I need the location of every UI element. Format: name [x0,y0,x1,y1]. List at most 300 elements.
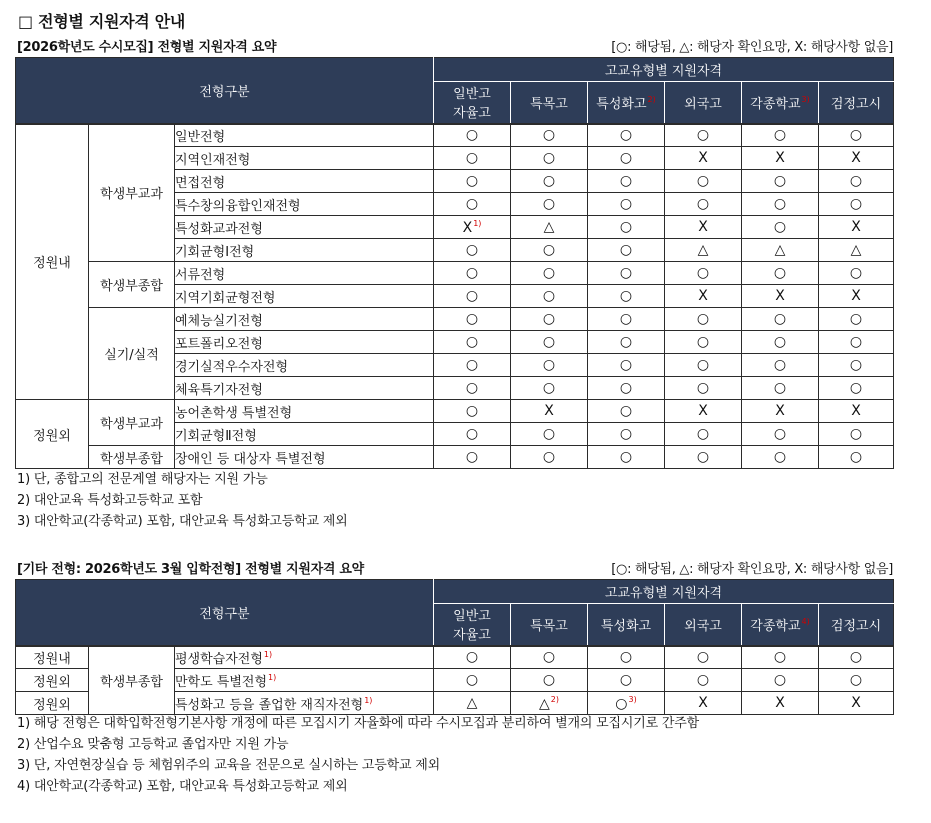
eligibility-mark [819,262,894,285]
page-title: □ 전형별 지원자격 안내 [18,12,186,31]
eligibility-mark [434,400,511,423]
mark-symbol: ○ [696,311,710,327]
mark-symbol: X [775,150,785,166]
mark-symbol: ○ [696,265,710,281]
footnote: 1) 단, 종합고의 전문계열 해당자는 지원 가능 [17,472,268,487]
eligibility-mark [665,400,742,423]
column-header [742,604,819,646]
eligibility-mark [588,646,665,669]
eligibility-mark [434,692,511,715]
admission-category: 학생부종합 [89,446,175,469]
admission-type-name: 경기실적우수자전형 [175,354,434,377]
column-header-label: 각종학교 [750,618,801,634]
column-header-label: 특성화고 [596,96,647,112]
eligibility-mark [588,331,665,354]
mark-symbol: ○ [773,265,787,281]
admission-type-label: 평생학습자전형 [175,651,263,667]
mark-symbol: ○ [465,196,479,212]
eligibility-mark [511,331,588,354]
footnote-mark: 2) [550,694,559,704]
eligibility-mark [742,646,819,669]
section2-title: [기타 전형: 2026학년도 3월 입학전형] 전형별 지원자격 요약 [17,562,364,577]
eligibility-mark [588,285,665,308]
footnote-mark: 3) [628,694,637,704]
mark-symbol: ○ [696,426,710,442]
mark-symbol: ○ [542,242,556,258]
mark-symbol: ○ [542,265,556,281]
eligibility-mark [742,170,819,193]
mark-symbol: ○ [619,265,633,281]
eligibility-mark [742,308,819,331]
section1-table [15,57,894,469]
eligibility-mark [665,377,742,400]
mark-symbol: ○ [619,426,633,442]
mark-symbol: ○ [465,403,479,419]
eligibility-mark [434,423,511,446]
mark-symbol: ○ [542,334,556,350]
mark-symbol: ○ [773,219,787,235]
eligibility-mark [511,669,588,692]
footnote: 3) 단, 자연현장실습 등 체험위주의 교육을 전문으로 실시하는 고등학교 제외 [17,758,441,773]
eligibility-mark [742,193,819,216]
mark-symbol: ○ [465,242,479,258]
mark-symbol: ○ [619,173,633,189]
eligibility-mark [511,423,588,446]
eligibility-mark [511,400,588,423]
mark-symbol: ○ [542,288,556,304]
admission-type-name: 특수창의융합인재전형 [175,193,434,216]
eligibility-mark [588,354,665,377]
eligibility-mark [511,262,588,285]
mark-symbol: ○ [465,672,479,688]
mark-symbol: ○ [773,334,787,350]
eligibility-mark [588,147,665,170]
mark-symbol: X [698,150,708,166]
column-header-label: 일반고 [453,609,491,625]
mark-symbol: ○ [773,311,787,327]
admission-category: 학생부종합 [89,646,175,715]
mark-symbol: ○ [696,173,710,189]
section2-legend: [○: 해당됨, △: 해당자 확인요망, X: 해당사항 없음] [611,562,893,577]
mark-symbol: ○ [619,357,633,373]
admission-type-name: 예체능실기전형 [175,308,434,331]
mark-symbol: ○ [696,196,710,212]
mark-symbol: ○ [542,311,556,327]
mark-symbol: ○ [696,357,710,373]
eligibility-mark [819,193,894,216]
mark-symbol: ○ [619,196,633,212]
eligibility-mark [588,193,665,216]
mark-symbol: ○ [542,357,556,373]
footnote-mark: 4) [801,616,810,626]
mark-symbol: ○ [542,380,556,396]
eligibility-mark [434,170,511,193]
eligibility-mark [665,646,742,669]
footnote: 2) 산업수요 맞춤형 고등학교 졸업자만 지원 가능 [17,737,289,752]
admission-category: 학생부종합 [89,262,175,308]
eligibility-mark [434,262,511,285]
mark-symbol: ○ [849,449,863,465]
header-category: 전형구분 [16,58,434,124]
eligibility-mark [434,354,511,377]
eligibility-mark [588,216,665,239]
mark-symbol: △ [466,695,478,711]
eligibility-mark [588,308,665,331]
eligibility-mark [434,669,511,692]
eligibility-mark [588,400,665,423]
mark-symbol: X [462,219,473,236]
quota-group: 정원외 [16,669,89,692]
eligibility-mark [819,669,894,692]
eligibility-mark [434,308,511,331]
column-header [819,82,894,124]
mark-symbol: ○ [465,649,479,666]
admission-type-name: 장애인 등 대상자 특별전형 [175,446,434,469]
eligibility-mark [819,446,894,469]
admission-type-name: 기회균형Ⅰ전형 [175,239,434,262]
table-row [16,262,894,285]
eligibility-mark [819,285,894,308]
eligibility-mark [819,170,894,193]
eligibility-mark [742,147,819,170]
column-header [588,82,665,124]
column-header-label: 각종학교 [750,96,801,112]
eligibility-mark [742,285,819,308]
footnote: 1) 해당 전형은 대학입학전형기본사항 개정에 따른 모집시기 자율화에 따라 수시모집과 분리하여 별개의 모집시기로 간주함 [17,716,699,731]
eligibility-mark [819,646,894,669]
footnote: 3) 대안학교(각종학교) 포함, 대안교육 특성화고등학교 제외 [17,514,348,529]
eligibility-mark [588,262,665,285]
eligibility-mark [511,170,588,193]
admission-type-name: 기회균형Ⅱ전형 [175,423,434,446]
mark-symbol: ○ [849,127,863,144]
admission-type-label: 만학도 특별전형 [175,674,268,690]
section2-table [15,579,894,715]
section2-header [17,557,893,577]
admission-type-name: 지역기회균형전형 [175,285,434,308]
eligibility-mark [588,124,665,147]
eligibility-mark [511,124,588,147]
quota-group: 정원내 [16,124,89,400]
eligibility-mark [665,446,742,469]
section1-legend: [○: 해당됨, △: 해당자 확인요망, X: 해당사항 없음] [611,40,893,55]
admission-category: 학생부교과 [89,400,175,446]
eligibility-mark [588,423,665,446]
mark-symbol: X [698,219,708,235]
eligibility-mark [588,239,665,262]
mark-symbol: △ [539,695,550,712]
mark-symbol: ○ [465,380,479,396]
eligibility-mark [819,216,894,239]
footnote: 2) 대안교육 특성화고등학교 포함 [17,493,203,508]
mark-symbol: ○ [773,173,787,189]
mark-symbol: ○ [615,695,628,712]
quota-group: 정원외 [16,692,89,715]
column-header-label: 특목고 [530,618,568,634]
mark-symbol: ○ [696,380,710,396]
eligibility-mark [588,446,665,469]
eligibility-mark [665,308,742,331]
mark-symbol: X [851,219,861,235]
section1-header [17,35,893,55]
mark-symbol: X [698,403,708,419]
mark-symbol: ○ [465,334,479,350]
column-header [742,82,819,124]
mark-symbol: X [698,288,708,304]
mark-symbol: ○ [542,649,556,666]
mark-symbol: ○ [619,150,633,166]
table-row [16,124,894,147]
mark-symbol: ○ [542,196,556,212]
mark-symbol: X [775,695,785,711]
mark-symbol: ○ [696,334,710,350]
mark-symbol: ○ [696,672,710,688]
mark-symbol: ○ [696,649,710,666]
column-header-label: 검정고시 [830,96,882,112]
eligibility-mark [434,216,511,239]
eligibility-mark [742,354,819,377]
eligibility-mark [742,669,819,692]
mark-symbol: ○ [619,380,633,396]
header-school-type-group: 고교유형별 지원자격 [434,58,894,82]
eligibility-mark [665,239,742,262]
column-header-label: 외국고 [684,618,722,634]
eligibility-mark [511,285,588,308]
admission-category: 학생부교과 [89,124,175,262]
mark-symbol: X [544,403,554,419]
mark-symbol: ○ [619,672,633,688]
mark-symbol: ○ [773,426,787,442]
column-header-label: 외국고 [684,96,722,112]
eligibility-mark [665,423,742,446]
eligibility-mark [665,216,742,239]
mark-symbol: ○ [542,150,556,166]
mark-symbol: ○ [619,288,633,304]
mark-symbol: △ [774,242,786,258]
mark-symbol: ○ [849,265,863,281]
eligibility-mark [742,423,819,446]
admission-type-name [175,692,434,715]
eligibility-mark [588,669,665,692]
footnote-mark: 2) [647,94,656,104]
eligibility-mark [742,400,819,423]
mark-symbol: △ [850,242,862,258]
eligibility-mark [434,646,511,669]
mark-symbol: ○ [849,380,863,396]
header-school-type-group: 고교유형별 지원자격 [434,580,894,604]
column-header-label: 검정고시 [830,618,882,634]
mark-symbol: ○ [619,449,633,465]
eligibility-mark [665,669,742,692]
footnote-mark: 1) [268,672,277,682]
column-header [434,604,511,646]
mark-symbol: ○ [773,196,787,212]
eligibility-mark [742,216,819,239]
eligibility-mark [511,354,588,377]
column-header-label: 일반고 [453,87,491,103]
eligibility-mark [742,377,819,400]
footnote-mark: 3) [801,94,810,104]
quota-group: 정원내 [16,646,89,669]
admission-type-name: 체육특기자전형 [175,377,434,400]
mark-symbol: ○ [696,127,710,144]
mark-symbol: ○ [773,672,787,688]
mark-symbol: ○ [465,265,479,281]
eligibility-mark [434,285,511,308]
column-header [588,604,665,646]
eligibility-mark [665,262,742,285]
admission-type-name: 포트폴리오전형 [175,331,434,354]
mark-symbol: ○ [849,334,863,350]
table-row [16,400,894,423]
eligibility-mark [819,423,894,446]
eligibility-mark [511,377,588,400]
eligibility-mark [819,400,894,423]
mark-symbol: ○ [465,311,479,327]
eligibility-mark [742,239,819,262]
table-row [16,446,894,469]
column-header [819,604,894,646]
mark-symbol: X [698,695,708,711]
mark-symbol: ○ [619,649,633,666]
mark-symbol: X [851,403,861,419]
mark-symbol: X [851,695,861,711]
eligibility-mark [742,262,819,285]
mark-symbol: X [851,150,861,166]
eligibility-mark [819,692,894,715]
mark-symbol: ○ [465,173,479,189]
section1-title: [2026학년도 수시모집] 전형별 지원자격 요약 [17,40,277,55]
mark-symbol: ○ [619,242,633,258]
header-category: 전형구분 [16,580,434,646]
eligibility-mark [819,308,894,331]
mark-symbol: ○ [849,672,863,688]
eligibility-mark [665,354,742,377]
eligibility-mark [665,193,742,216]
mark-symbol: ○ [619,311,633,327]
mark-symbol: ○ [542,173,556,189]
column-header [665,82,742,124]
mark-symbol: ○ [465,150,479,166]
eligibility-mark [665,285,742,308]
column-header [665,604,742,646]
mark-symbol: ○ [773,127,787,144]
admission-type-name: 일반전형 [175,124,434,147]
eligibility-mark [588,377,665,400]
mark-symbol: ○ [465,127,479,144]
column-header-label: 자율고 [453,106,491,122]
section1-notes [17,469,348,532]
admission-type-name: 특성화교과전형 [175,216,434,239]
eligibility-mark [819,147,894,170]
mark-symbol: ○ [619,403,633,419]
mark-symbol: ○ [849,173,863,189]
table-row [16,308,894,331]
admission-type-name: 서류전형 [175,262,434,285]
eligibility-mark [511,193,588,216]
mark-symbol: ○ [696,449,710,465]
mark-symbol: ○ [542,426,556,442]
eligibility-mark [434,239,511,262]
table-row [16,646,894,669]
mark-symbol: ○ [773,449,787,465]
column-header [511,604,588,646]
mark-symbol: ○ [849,649,863,666]
eligibility-mark [434,124,511,147]
mark-symbol: ○ [849,196,863,212]
eligibility-mark [665,692,742,715]
eligibility-mark [819,239,894,262]
eligibility-mark [742,446,819,469]
eligibility-mark [742,692,819,715]
mark-symbol: ○ [849,311,863,327]
footnote-mark: 1) [473,218,482,228]
eligibility-mark [511,239,588,262]
eligibility-mark [819,124,894,147]
eligibility-mark [511,692,588,715]
admission-type-name [175,669,434,692]
eligibility-mark [588,170,665,193]
mark-symbol: ○ [619,334,633,350]
eligibility-mark [434,446,511,469]
eligibility-mark [665,124,742,147]
eligibility-mark [665,331,742,354]
eligibility-mark [819,331,894,354]
section2-notes [17,713,699,797]
footnote-mark: 1) [364,695,373,705]
eligibility-mark [511,147,588,170]
mark-symbol: ○ [542,449,556,465]
column-header-label: 특성화고 [600,618,652,634]
mark-symbol: X [775,288,785,304]
admission-category: 실기/실적 [89,308,175,400]
mark-symbol: ○ [619,219,633,235]
mark-symbol: △ [697,242,709,258]
mark-symbol: ○ [465,357,479,373]
mark-symbol: ○ [542,672,556,688]
mark-symbol: ○ [773,357,787,373]
eligibility-mark [588,692,665,715]
column-header-label: 특목고 [530,96,568,112]
eligibility-mark [434,147,511,170]
mark-symbol: ○ [619,127,633,144]
eligibility-mark [434,331,511,354]
eligibility-mark [665,170,742,193]
eligibility-mark [511,646,588,669]
admission-type-name: 면접전형 [175,170,434,193]
admission-type-name: 농어촌학생 특별전형 [175,400,434,423]
mark-symbol: ○ [465,426,479,442]
eligibility-mark [434,193,511,216]
eligibility-mark [511,216,588,239]
eligibility-mark [511,446,588,469]
footnote-mark: 1) [263,649,273,659]
quota-group: 정원외 [16,400,89,469]
mark-symbol: ○ [465,449,479,465]
mark-symbol: ○ [773,380,787,396]
mark-symbol: ○ [542,127,556,144]
eligibility-mark [742,124,819,147]
column-header-label: 자율고 [453,628,491,644]
eligibility-mark [819,377,894,400]
admission-type-name: 지역인재전형 [175,147,434,170]
eligibility-mark [511,308,588,331]
column-header [511,82,588,124]
footnote: 4) 대안학교(각종학교) 포함, 대안교육 특성화고등학교 제외 [17,779,348,794]
mark-symbol: X [851,288,861,304]
mark-symbol: ○ [849,357,863,373]
mark-symbol: X [775,403,785,419]
